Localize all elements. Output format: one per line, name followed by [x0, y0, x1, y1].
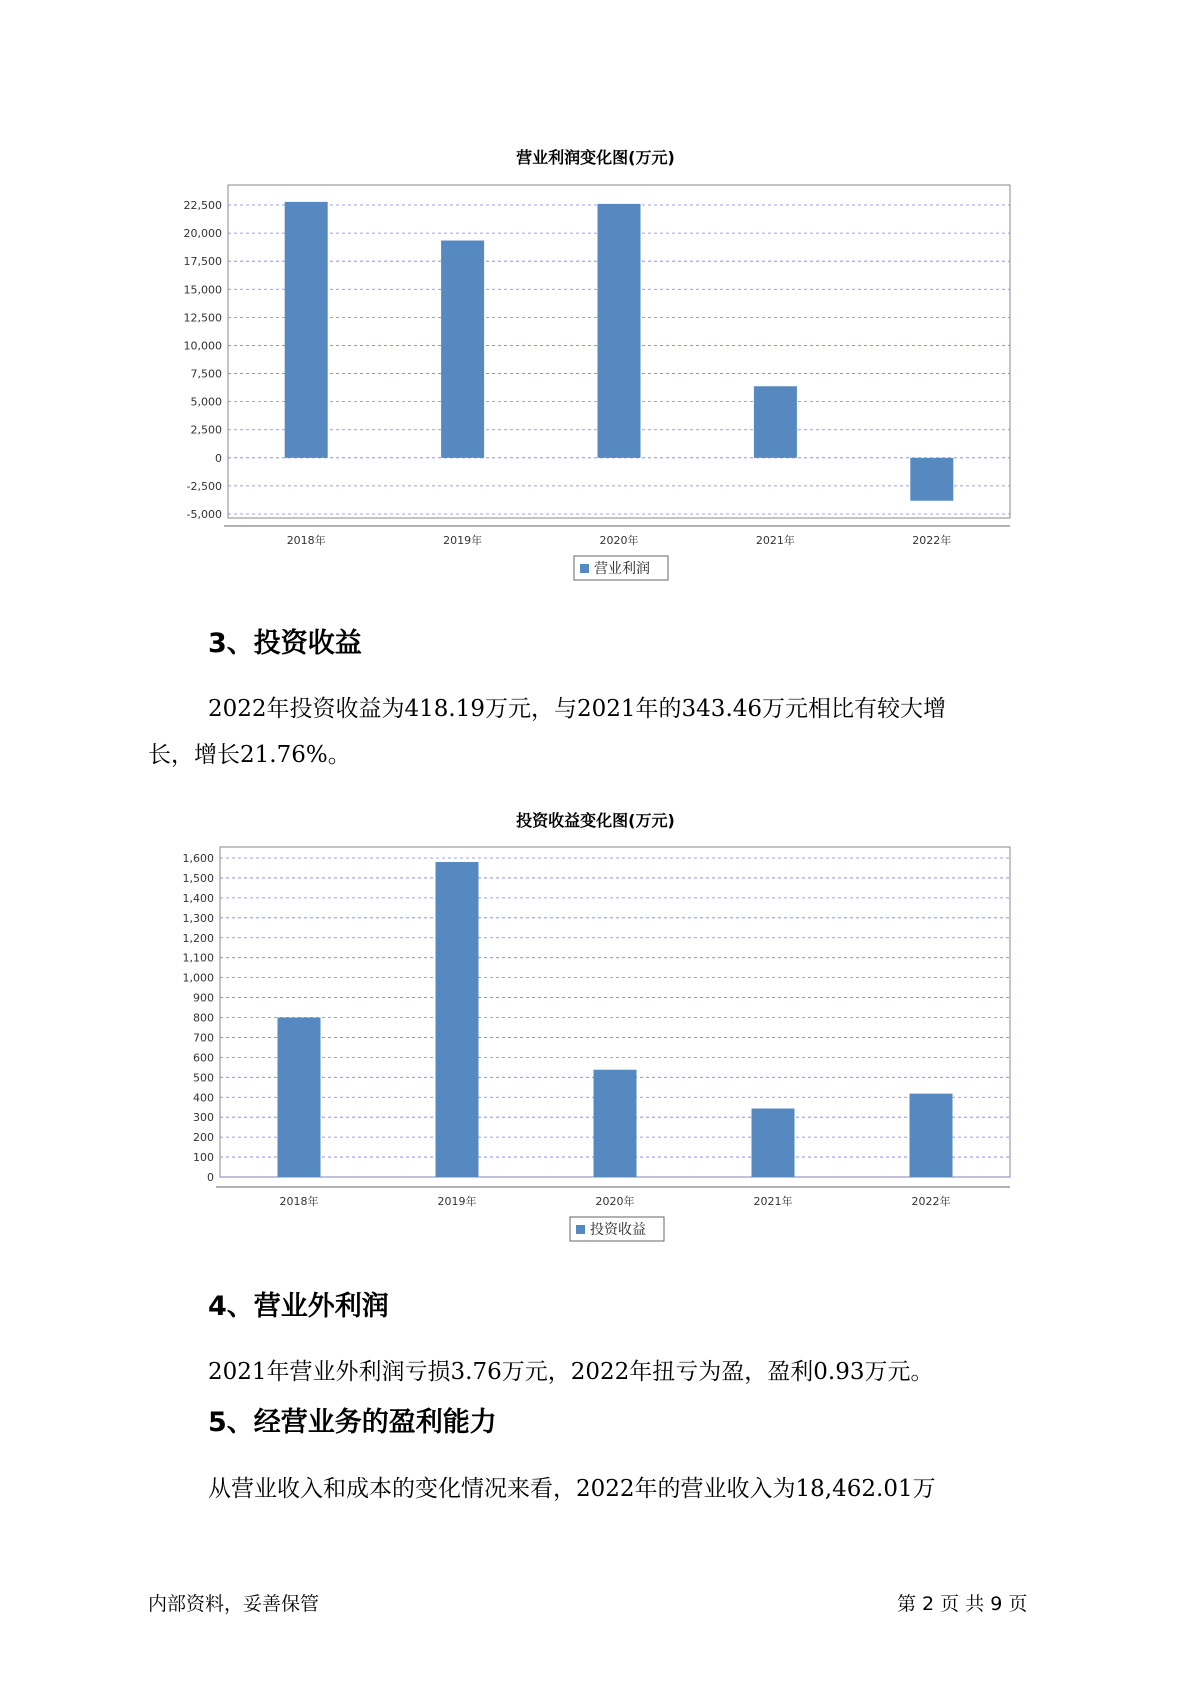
- chart1-y-tick-label: 20,000: [183, 227, 222, 241]
- section4-paragraph: 2021年营业外利润亏损3.76万元，2022年扭亏为盈，盈利0.93万元。: [208, 1359, 934, 1385]
- section5-heading: 5、经营业务的盈利能力: [208, 1407, 497, 1438]
- chart1-x-tick-label: 2022年: [912, 534, 952, 547]
- footer-page-number: 第 2 页 共 9 页: [897, 1593, 1028, 1615]
- chart1-x-tick-label: 2019年: [443, 534, 483, 547]
- chart2-y-tick-label: 400: [193, 1091, 214, 1105]
- chart2-y-tick-label: 700: [193, 1031, 214, 1045]
- chart1-y-tick-label: 0: [215, 451, 222, 465]
- chart2-bar: [594, 1070, 637, 1177]
- chart2-y-tick-label: 1,000: [182, 971, 214, 985]
- chart1-y-tick-label: -5,000: [186, 508, 222, 521]
- chart1-y-tick-label: 22,500: [183, 199, 222, 212]
- chart2-y-tick-label: 1,500: [182, 871, 214, 885]
- chart2-y-tick-label: 300: [193, 1111, 214, 1125]
- chart2-x-tick-label: 2018年: [279, 1195, 319, 1208]
- investment-income-chart: [0, 835, 1191, 1255]
- section3-paragraph-line1: 2022年投资收益为418.19万元，与2021年的343.46万元相比有较大增: [208, 696, 947, 722]
- section3-paragraph-line2: 长，增长21.76%。: [148, 742, 351, 768]
- chart1-x-tick-label: 2018年: [286, 534, 326, 547]
- chart1-y-tick-label: 2,500: [190, 423, 222, 437]
- chart1-legend-swatch: [580, 564, 589, 573]
- chart2-bar: [752, 1109, 795, 1177]
- chart1-x-tick-label: 2021年: [755, 534, 795, 547]
- section4-heading: 4、营业外利润: [208, 1291, 389, 1322]
- chart2-x-tick-label: 2021年: [753, 1195, 793, 1208]
- chart2-bar: [910, 1094, 953, 1177]
- chart2-x-tick-label: 2020年: [595, 1195, 635, 1208]
- section5-paragraph: 从营业收入和成本的变化情况来看，2022年的营业收入为18,462.01万: [208, 1476, 936, 1502]
- chart1-legend-label: 营业利润: [594, 561, 650, 577]
- chart1-title: 营业利润变化图(万元): [516, 148, 675, 167]
- chart2-legend-swatch: [576, 1225, 585, 1234]
- chart1-y-tick-label: -2,500: [186, 479, 222, 493]
- chart1-y-tick-label: 12,500: [183, 311, 222, 325]
- chart1-y-tick-label: 7,500: [190, 367, 222, 381]
- chart2-bar: [436, 862, 479, 1177]
- operating-profit-chart: [0, 170, 1191, 590]
- chart2-y-tick-label: 1,200: [182, 931, 214, 945]
- chart2-y-tick-label: 800: [193, 1011, 214, 1025]
- chart2-y-tick-label: 500: [193, 1071, 214, 1085]
- chart1-y-tick-label: 15,000: [183, 283, 222, 297]
- chart1-bar: [910, 458, 953, 501]
- section3-heading: 3、投资收益: [208, 628, 362, 659]
- chart2-y-tick-label: 1,100: [182, 951, 214, 965]
- chart2-y-tick-label: 1,400: [182, 891, 214, 905]
- chart2-legend-label: 投资收益: [590, 1222, 646, 1238]
- chart2-y-tick-label: 200: [193, 1131, 214, 1145]
- chart1-y-tick-label: 5,000: [190, 395, 222, 409]
- chart1-bar: [285, 202, 328, 458]
- chart2-y-tick-label: 1,300: [182, 911, 214, 925]
- chart2-x-tick-label: 2019年: [437, 1195, 477, 1208]
- chart2-y-tick-label: 600: [193, 1051, 214, 1065]
- chart2-y-tick-label: 100: [193, 1151, 214, 1165]
- footer-confidential-note: 内部资料，妥善保管: [148, 1593, 320, 1615]
- chart1-bar: [598, 204, 641, 458]
- chart1-bar: [754, 386, 797, 458]
- chart2-y-tick-label: 900: [193, 991, 214, 1005]
- chart2-y-tick-label: 0: [207, 1171, 214, 1184]
- chart2-title: 投资收益变化图(万元): [516, 811, 675, 830]
- chart1-bar: [441, 241, 484, 458]
- chart2-x-tick-label: 2022年: [911, 1195, 951, 1208]
- chart1-y-tick-label: 10,000: [183, 339, 222, 353]
- chart1-y-tick-label: 17,500: [183, 255, 222, 269]
- chart2-y-tick-label: 1,600: [182, 852, 214, 865]
- chart2-bar: [278, 1018, 321, 1178]
- chart1-x-tick-label: 2020年: [599, 534, 639, 547]
